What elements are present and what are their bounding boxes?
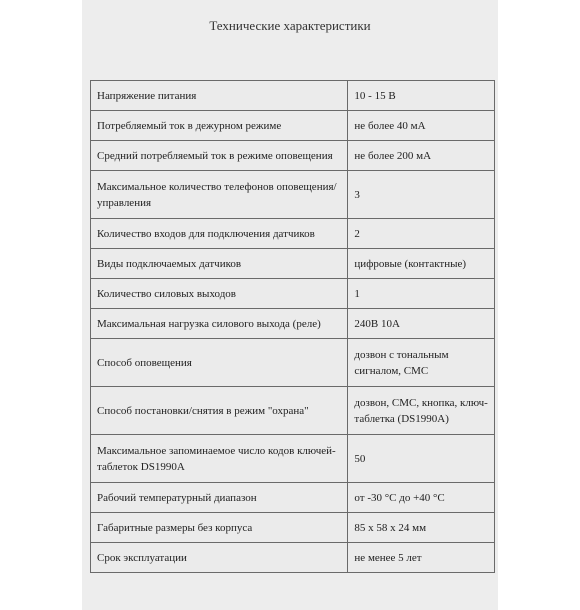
document-page	[82, 0, 498, 610]
table-row	[91, 279, 495, 309]
table-row	[91, 219, 495, 249]
table-row	[91, 543, 495, 573]
spec-value: 10 - 15 В	[348, 81, 495, 111]
spec-label: Рабочий температурный диапазон	[91, 483, 348, 513]
spec-label: Максимальная нагрузка силового выхода (реле)	[91, 309, 348, 339]
spec-label: Способ постановки/снятия в режим "охрана"	[91, 387, 348, 435]
spec-label: Средний потребляемый ток в режиме оповещения	[91, 141, 348, 171]
spec-label: Габаритные размеры без корпуса	[91, 513, 348, 543]
spec-label: Максимальное количество телефонов оповещения/управления	[91, 171, 348, 219]
table-row	[91, 513, 495, 543]
table-row	[91, 141, 495, 171]
spec-value: не более 200 мА	[348, 141, 495, 171]
spec-label: Количество входов для подключения датчиков	[91, 219, 348, 249]
table-row	[91, 387, 495, 435]
table-row	[91, 81, 495, 111]
spec-value: не менее 5 лет	[348, 543, 495, 573]
spec-value: 85 х 58 х 24 мм	[348, 513, 495, 543]
page-title: Технические характеристики	[209, 18, 371, 33]
table-row	[91, 249, 495, 279]
spec-value: не более 40 мА	[348, 111, 495, 141]
spec-label: Максимальное запоминаемое число кодов ключей-таблеток DS1990A	[91, 435, 348, 483]
spec-value: 1	[348, 279, 495, 309]
spec-value: 50	[348, 435, 495, 483]
spec-label: Способ оповещения	[91, 339, 348, 387]
table-row	[91, 309, 495, 339]
spec-value: цифровые (контактные)	[348, 249, 495, 279]
spec-value: дозвон с тональным сигналом, СМС	[348, 339, 495, 387]
specifications-table	[90, 80, 495, 573]
spec-label: Срок эксплуатации	[91, 543, 348, 573]
table-row	[91, 339, 495, 387]
spec-value: от -30 °С до +40 °С	[348, 483, 495, 513]
spec-value: 240В 10А	[348, 309, 495, 339]
spec-label: Количество силовых выходов	[91, 279, 348, 309]
table-row	[91, 483, 495, 513]
spec-label: Потребляемый ток в дежурном режиме	[91, 111, 348, 141]
table-row	[91, 435, 495, 483]
table-row	[91, 171, 495, 219]
spec-value: дозвон, СМС, кнопка, ключ-таблетка (DS1990A)	[348, 387, 495, 435]
table-row	[91, 111, 495, 141]
spec-value: 3	[348, 171, 495, 219]
spec-value: 2	[348, 219, 495, 249]
spec-label: Напряжение питания	[91, 81, 348, 111]
spec-label: Виды подключаемых датчиков	[91, 249, 348, 279]
